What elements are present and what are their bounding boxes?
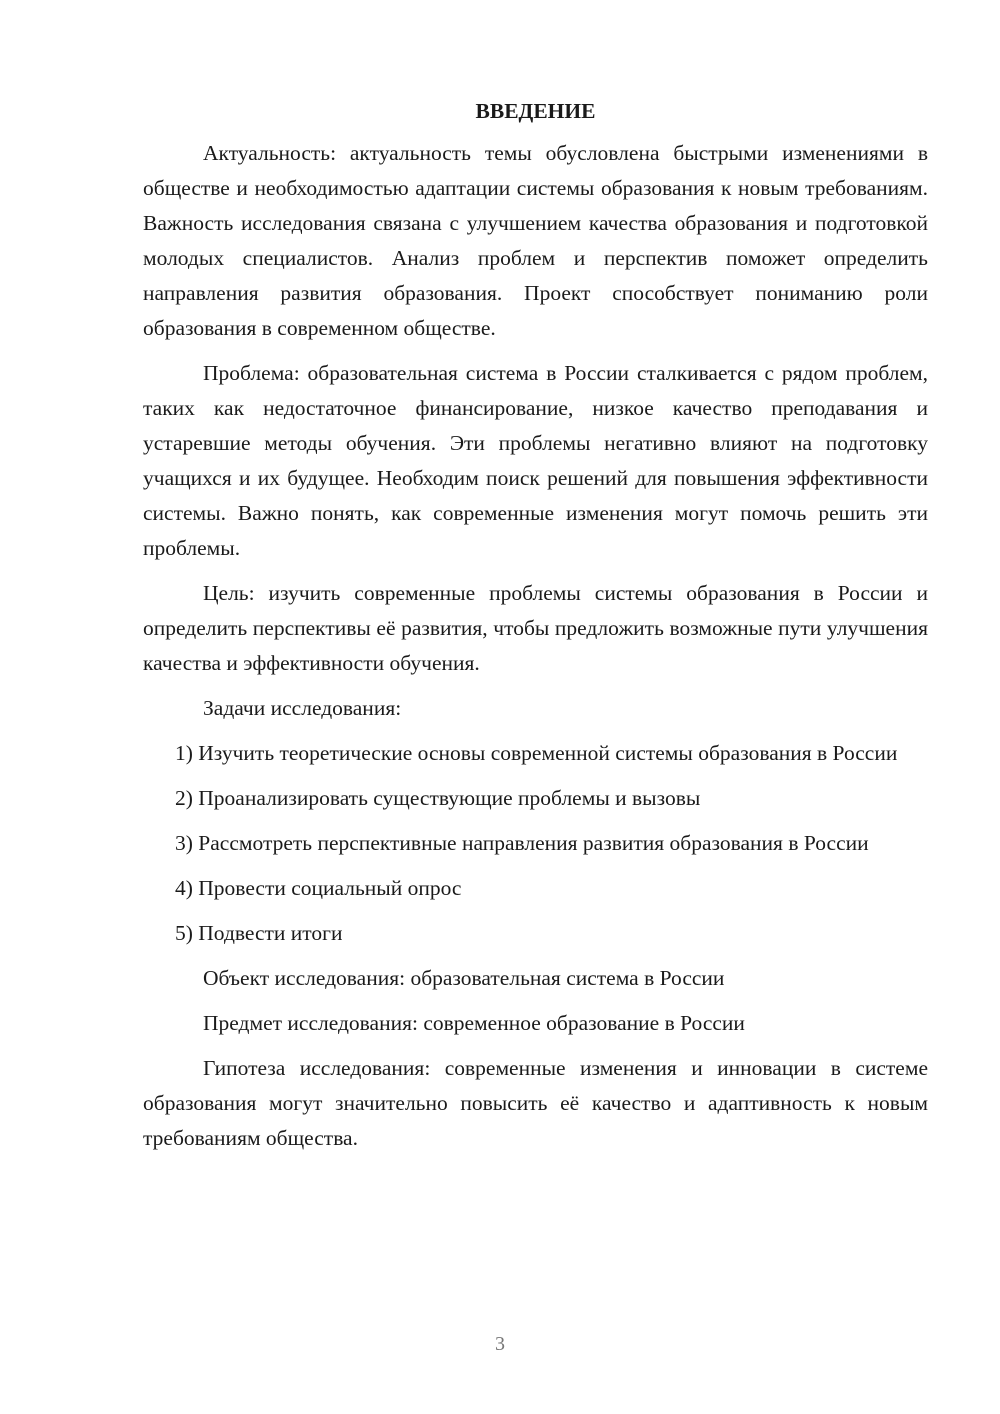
tasks-title: Задачи исследования:: [203, 696, 402, 720]
relevance-paragraph: Актуальность: актуальность темы обусловлена быстрыми изменениями в обществе и необходимостью адаптации системы образования к новым требованиям. Важность исследования связана с улучшением качества образования и подготовкой молодых специалистов. Анализ проблем и перспектив поможет определить направления развития образования. Проект способствует пониманию роли образования в современном обществе.: [143, 141, 928, 340]
subject-paragraph: Предмет исследования: современное образование в России: [203, 1011, 745, 1035]
section-heading: ВВЕДЕНИЕ: [475, 99, 596, 123]
problem-paragraph: Проблема: образовательная система в России сталкивается с рядом проблем, таких как недостаточное финансирование, низкое качество преподавания и устаревшие методы обучения. Эти проблемы негативно влияют на подготовку учащихся и их будущее. Необходим поиск решений для повышения эффективности системы. Важно понять, как современные изменения могут помочь решить эти проблемы.: [143, 361, 928, 560]
task-item-4: 4) Провести социальный опрос: [175, 876, 462, 900]
task-item-3: 3) Рассмотреть перспективные направления развития образования в России: [175, 831, 869, 855]
task-item-5: 5) Подвести итоги: [175, 921, 343, 945]
task-item-2: 2) Проанализировать существующие проблемы и вызовы: [175, 786, 701, 810]
document-page: [143, 96, 928, 1166]
hypothesis-paragraph: Гипотеза исследования: современные изменения и инновации в системе образования могут значительно повысить её качество и адаптивность к новым требованиям общества.: [143, 1056, 928, 1150]
task-item-1: 1) Изучить теоретические основы современной системы образования в России: [175, 741, 898, 765]
page-number: 3: [495, 1333, 505, 1355]
object-paragraph: Объект исследования: образовательная система в России: [203, 966, 725, 990]
goal-paragraph: Цель: изучить современные проблемы системы образования в России и определить перспективы её развития, чтобы предложить возможные пути улучшения качества и эффективности обучения.: [143, 581, 928, 675]
